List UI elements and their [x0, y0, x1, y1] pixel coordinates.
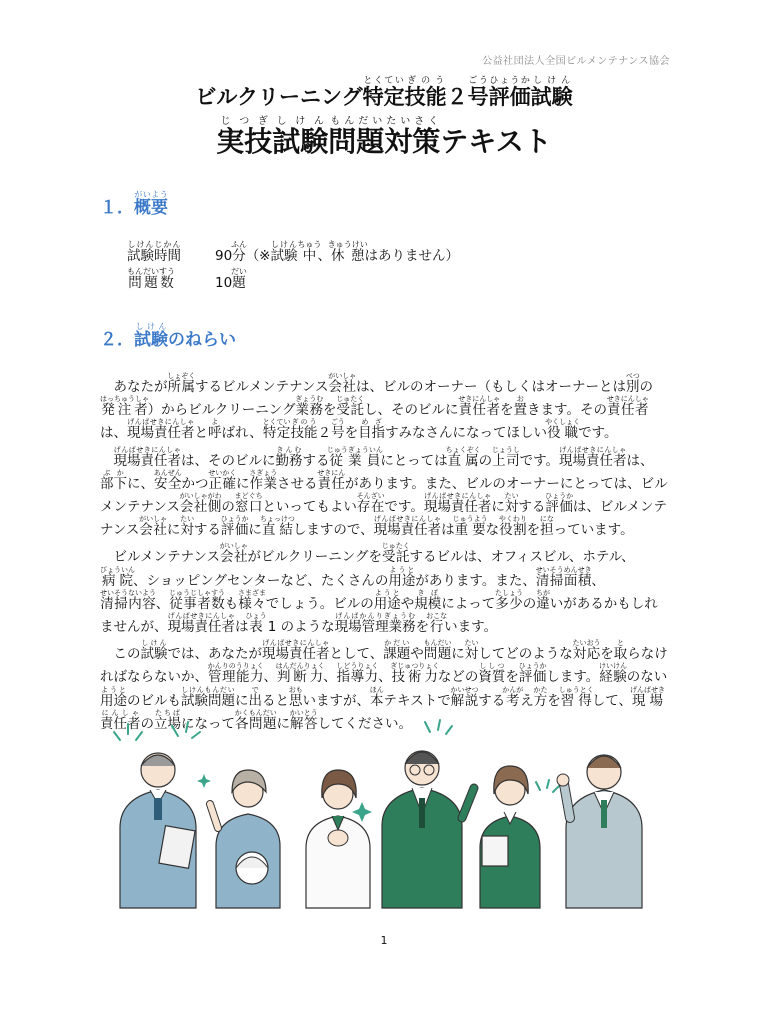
worker-figure	[480, 766, 540, 908]
section-heading-overview: １．概要がいよう	[100, 190, 168, 218]
worker-figure	[210, 770, 280, 908]
worker-figure	[306, 770, 370, 908]
worker-figure	[557, 755, 642, 908]
question-count-label: 問題もんだい数すう	[127, 267, 175, 291]
purpose-body	[100, 372, 670, 736]
exam-time-row	[127, 240, 459, 267]
question-count-row	[127, 267, 459, 294]
worker-figure	[382, 751, 474, 908]
exam-time-value: 90分ふん（※試験しけん中ちゅう、休憩きゅうけいはありません）	[215, 240, 459, 264]
worker-figure	[120, 753, 196, 908]
document-subtitle: 実技じつぎ試験しけん問題もんだい対策たいさくテキスト	[216, 116, 552, 158]
question-count-value: 10題だい	[215, 267, 247, 291]
paragraph: この試験しけんでは、あなたが現場責任者げんばせきにんしゃとして、課題かだいや問題もんだいに対たいしてどのような対応たいおうを取とらなければならないか、管理能力かんりのうりょく、判断力はんだんりょく、指導力しどうりょく、技術力ぎじゅつりょくなどの資質ししつを評価ひょうかします。経験けいけんのない用途ようとのビルも試験問題しけんもんだいに出でると思おもいますが、本ほんテキストで解説かいせつする考かんがえ方かたを習得しゅうとくして、現場責任者げんばせきにんしゃの立場たちばになって各問題かくもんだいに解答かいとうしてください。	[100, 639, 668, 732]
exam-time-label: 試験しけん時間じかん	[127, 240, 181, 264]
organization-name: 公益社団法人全国ビルメンテナンス協会	[482, 56, 670, 67]
paragraph: ビルメンテナンス会社がいしゃがビルクリーニングを受託じゅたくするビルは、オフィスビル、ホテル、病院びょういん、ショッピングセンターなど、たくさんの用途ようとがあります。また、清掃面積せいそうめんせき、清掃内容せいそうないよう、従事者数じゅうじしゃすうも様々さまざまでしょう。ビルの用途ようとや規模きぼによって多少たしょうの違ちがいがあるかもしれませんが、現場責任者げんばせきにんしゃは表ひょう 1 のような現場管理業務げんばかんりぎょうむを行おこないます。	[100, 542, 658, 636]
section-heading-purpose: ２．試験しけんのねらい	[100, 322, 236, 350]
group-of-workers-illustration	[100, 718, 670, 918]
page-number: 1	[380, 934, 388, 947]
paragraph: あなたが所属しょぞくするビルメンテナンス会社がいしゃは、ビルのオーナー（もしくはオーナーとは別べつの発注者はっちゅうしゃ）からビルクリーニング業務ぎょうむを受託じゅたくし、そのビルに責任者せきにんしゃを置おきます。その責任者せきにんしゃは、現場責任者げんばせきにんしゃと呼よばれ、特定とくてい技能ぎのう２号ごうを目指めざすみなさんになってほしい役職やくしょくです。	[100, 372, 654, 442]
paragraph: 現場責任者げんばせきにんしゃは、そのビルに勤務きんむする従業員じゅうぎょういんにとっては直属ちょくぞくの上司じょうしです。現場責任者げんばせきにんしゃは、部下ぶかに、安全あんぜんかつ正確せいかくに作業さぎょうさせる責任せきにんがあります。また、ビルのオーナーにとっては、ビルメンテナンス会社がいしゃ側がわの窓口まどぐちといってもよい存在そんざいです。現場責任者げんばせきにんしゃに対たいする評価ひょうかは、ビルメンテナンス会社がいしゃに対たいする評価ひょうかに直結ちょっけつしますので、現場責任者げんばせきにんしゃは重要じゅうような役割やくわりを担になっています。	[100, 445, 668, 539]
exam-info-table	[127, 240, 459, 294]
document-title: ビルクリーニング特定とくてい技能ぎのう２号ごう評価ひょうか試験しけん	[195, 76, 573, 109]
